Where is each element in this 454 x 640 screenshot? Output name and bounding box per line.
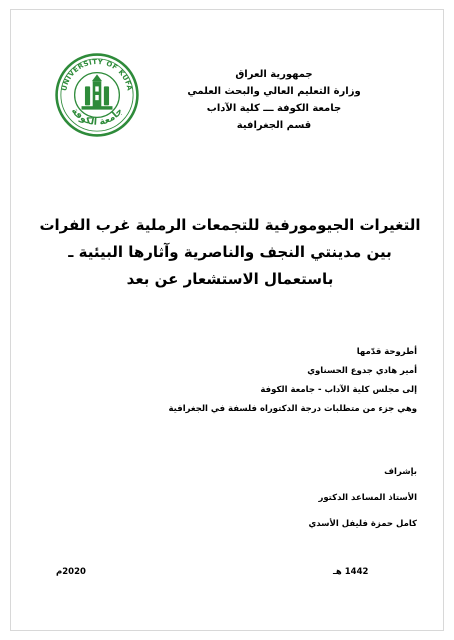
submitted-to: إلى مجلس كلية الآداب - جامعة الكوفة: [260, 385, 417, 395]
supervisor-title: الأستاذ المساعد الدكتور: [318, 493, 417, 503]
header-department: قسم الجغرافية: [236, 120, 312, 131]
title-line-3: باستعمال الاستشعار عن بعد: [126, 270, 334, 288]
header-ministry: وزارة التعليم العالي والبحث العلمي: [187, 86, 361, 97]
header-university: جامعة الكوفة ـــ كلية الآداب: [206, 103, 342, 114]
supervision-label: بإشراف: [384, 467, 417, 477]
gregorian-year: 2020م: [56, 567, 86, 577]
degree-requirement: وهي جزء من متطلبات درجة الدكتوراه فلسفة في الجغرافية: [168, 404, 417, 414]
title-line-2: بين مدينتي النجف والناصرية وآثارها البيئية ـ: [68, 243, 392, 261]
supervisor-name: كامل حمزة فليفل الأسدي: [308, 519, 417, 529]
supervision-block: [117, 459, 417, 537]
institution-header: [164, 66, 384, 134]
title-line-1: التغيرات الجيومورفية للتجمعات الرملية غرب الفرات: [39, 216, 421, 234]
university-seal-logo: [54, 52, 140, 138]
thesis-label: أطروحة قدّمها: [356, 347, 417, 357]
author-name: أمير هادي جدوع الحسناوي: [307, 366, 417, 376]
seal-inner-text: جامعة الكوفة: [68, 105, 126, 128]
header-country: جمهورية العراق: [235, 69, 313, 80]
seal-outer-text: UNIVERSITY OF KUFA: [60, 57, 134, 92]
thesis-submission: [117, 343, 417, 419]
thesis-title: [30, 212, 430, 293]
hijri-year: 1442 هـ: [333, 567, 369, 577]
